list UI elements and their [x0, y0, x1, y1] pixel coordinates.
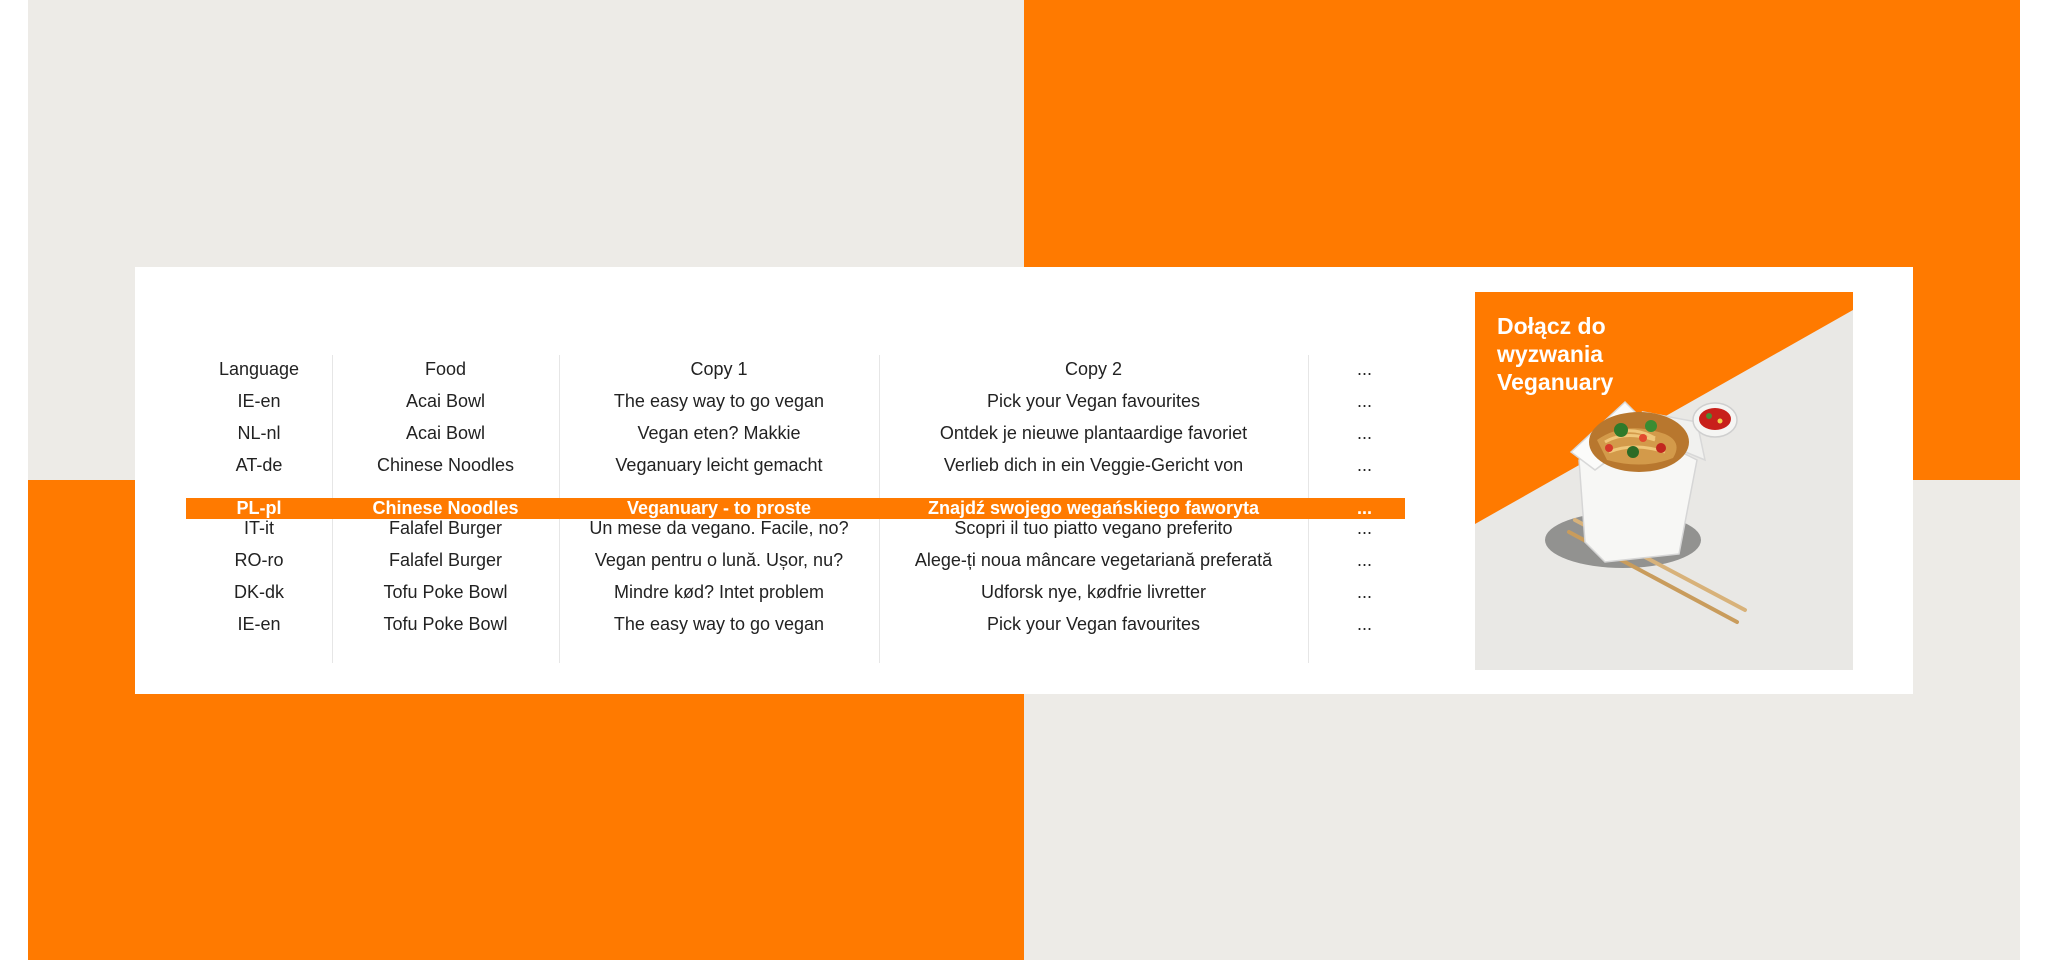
cell-copy-2: Znajdź swojego wegańskiego faworyta — [927, 498, 1260, 518]
cell-more: ... — [1356, 498, 1372, 518]
cell-language: NL-nl — [237, 423, 281, 443]
cell-copy-2: Alege-ți noua mâncare vegetariană preferată — [914, 550, 1273, 570]
cell-language: RO-ro — [234, 550, 284, 570]
cell-language: AT-de — [235, 455, 283, 475]
cell-more: ... — [1356, 455, 1372, 475]
table-row — [186, 391, 1405, 412]
cell-copy-1: Un mese da vegano. Facile, no? — [589, 518, 849, 538]
cell-food: Chinese Noodles — [376, 455, 515, 475]
cell-copy-2: Udforsk nye, kødfrie livretter — [980, 582, 1207, 602]
promo-banner — [1475, 292, 1853, 670]
cell-language: IE-en — [237, 614, 281, 634]
cell-copy-1: Vegan eten? Makkie — [637, 423, 801, 443]
table-row — [186, 582, 1405, 603]
header-copy-1: Copy 1 — [690, 359, 748, 379]
cell-language: DK-dk — [233, 582, 284, 602]
cell-copy-1: Veganuary - to proste — [626, 498, 812, 518]
cell-food: Acai Bowl — [405, 423, 486, 443]
table-row — [186, 518, 1405, 539]
header-more: ... — [1356, 359, 1372, 379]
table-row — [186, 550, 1405, 571]
cell-language: IT-it — [244, 518, 274, 538]
cell-copy-1: Mindre kød? Intet problem — [613, 582, 825, 602]
promo-title: Dołącz do wyzwania Veganuary — [1497, 313, 1614, 395]
content-card — [135, 267, 1913, 694]
cell-copy-2: Ontdek je nieuwe plantaardige favoriet — [939, 423, 1248, 443]
cell-language: IE-en — [237, 391, 281, 411]
cell-more: ... — [1356, 582, 1372, 602]
cell-more: ... — [1356, 391, 1372, 411]
cell-copy-1: The easy way to go vegan — [613, 391, 825, 411]
cell-more: ... — [1356, 423, 1372, 443]
table-row — [186, 423, 1405, 444]
cell-copy-2: Pick your Vegan favourites — [986, 391, 1201, 411]
header-copy-2: Copy 2 — [1064, 359, 1123, 379]
cell-copy-2: Pick your Vegan favourites — [986, 614, 1201, 634]
cell-copy-1: The easy way to go vegan — [613, 614, 825, 634]
cell-copy-1: Vegan pentru o lună. Ușor, nu? — [594, 550, 844, 570]
cell-food: Chinese Noodles — [372, 498, 519, 518]
cell-more: ... — [1356, 614, 1372, 634]
header-food: Food — [424, 359, 467, 379]
table-row — [186, 455, 1405, 476]
cell-copy-1: Veganuary leicht gemacht — [615, 455, 823, 475]
cell-more: ... — [1356, 518, 1372, 538]
cell-food: Falafel Burger — [388, 518, 503, 538]
sauce-bowl-icon — [1693, 403, 1737, 437]
header-language: Language — [218, 359, 300, 379]
cell-language: PL-pl — [236, 498, 282, 518]
cell-more: ... — [1356, 550, 1372, 570]
cell-copy-2: Scopri il tuo piatto vegano preferito — [954, 518, 1233, 538]
cell-food: Falafel Burger — [388, 550, 503, 570]
cell-food: Tofu Poke Bowl — [383, 582, 508, 602]
table-header-row — [186, 359, 1405, 380]
table-row-highlighted — [186, 498, 1405, 519]
cell-copy-2: Verlieb dich in ein Veggie-Gericht von — [943, 455, 1244, 475]
table-row — [186, 614, 1405, 635]
cell-food: Tofu Poke Bowl — [383, 614, 508, 634]
cell-food: Acai Bowl — [405, 391, 486, 411]
